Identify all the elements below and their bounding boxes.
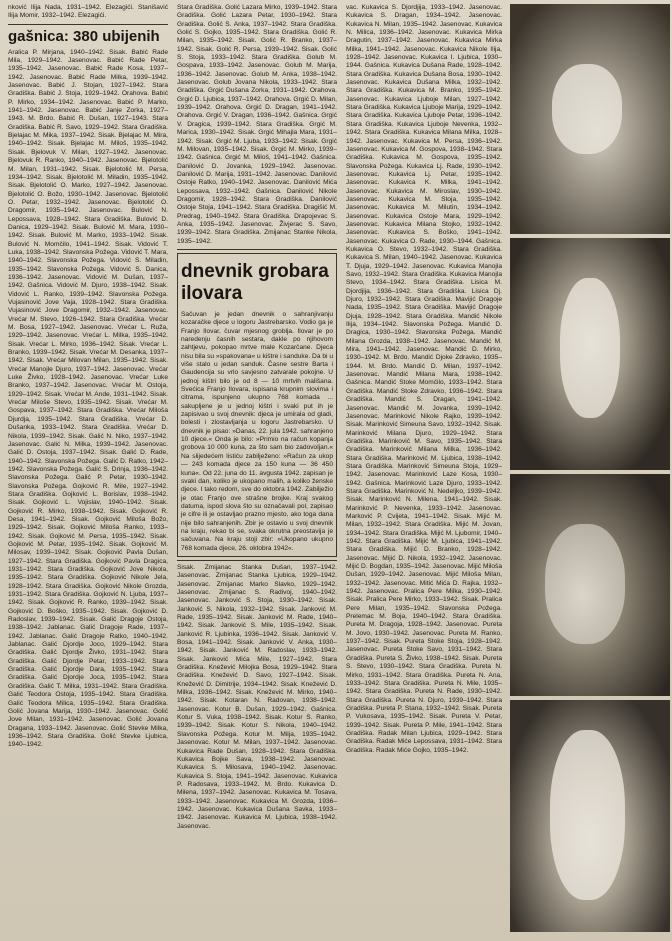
article-body: Sačuvan je jedan dnevnik o sahranjivanju kozaračke djece u logoru Jastrebarsko. Vodio ga je Franjo Ilovar, čuvar mjesnog groblja. Ilovar je po naredenju časnih sestara, dakle po njihovom zahtjevu, pokopao mrtve male Kozarčane. Djeca nisu bila su »spakovana« u kištre i sanduke. Da bi u više stalo u jedan sanduk. Časne sestre Barta i Gaudencija su vrlo savjesno zatvarale pokojne. U jednoj kištri bilo je od 8 — 10 mrtvih mališana. Svećica Franjo Ilovara, ispisana krupnim slovima i citrama, ispunjeno ukupno 768 komada ... sakupljene je u jednoj kištri i svaki put ih je zapisivao u svoj dnevnik: djeca je umirala od gladi, bolesti i zlostavljanja u logoru Jastrebarsko. U dnevnik je pisao: »Danas, 22. jula 1942. sahranjeno 10 djece.« Onda je bilo: »Primio na račun kopanja grobova 10 000 kuna, za što sam bio zadovoljan.« Na slijedećem listiću zabilježeno: »Račun za ukop — 243 komada djece za 150 kuna — 36 450 kuna«. Od 22. juna do 11. avgusta 1942. zapisan je svaki dan, koliko je ukopano malih, a koliko ženske djece. I tako redom, sve do oktobra 1942. Zabilježio je otac Franjo ove strašne brojke. Kraj svakog datuma, ispod slova što su označavali pol, zapisao je cifre ili je ostavljao prazno mjesto, ako toga dana nije bilo sahranjenih. Zbir je ostavio u svoj dnevnik na kraju, rekao bi se, svaka okrutna preostavija je sačuvana. Na kraju stoji zbir: »Ukopano ukupno 768 komada djece, 26. oktobra 1942«.: [181, 310, 333, 552]
photo-column: [510, 4, 670, 938]
column-3: [346, 4, 502, 938]
column-2-top-text: Stara Gradiška. Golić Lazara Mirko, 1939–1942. Stara Gradiška. Golić Lazara Petar, 1930–1942. Stara Gradiška. Golić S. Anka, 1937–1942. Stara Gradiška. Golić S. Gojko, 1935–1942. Stara Gradiška. Golić R. Milan, 1935–1942. Sisak. Golić R. Branko, 1937–1942. Sisak. Golić R. Persa, 1939–1942. Sisak. Golić S. Stoja, 1933–1942. Stara Gradiška. Golub M. Gospava, 1933–1942. Jasenovac. Golub M. Marija, 1936–1942. Jasenovac. Golub M. Anka, 1938–1942. Jasenovac. Golub Jovana Nikola, 1933–1942. Stara Gradiška. Grgić Dušana Zorka, 1931–1942. Orahova. Grgić D. Ljubica, 1937–1942. Orahova. Grgić D. Milan, 1939–1942. Orahova. Grgić D. Dragan, 1941–1942. Orahova. Grgić V. Dragan, 1936–1942. Gašnica. Grgić V. Dragica, 1939–1942. Stara Gradiška. Grgić M. Marica, 1930–1942. Sisak. Grgić Mihajla Mara, 1931–1942. Sisak. Grgić M. Ljuba, 1933–1942. Sisak. Grgić M. Milovan, 1935–1942. Sisak. Grgić M. Mirko, 1939–1942. Gašnica. Grgić M. Miloš, 1941–1942. Gašnica. Danilović D. Jovanka, 1929–1942. Jasenovac. Danilović D. Marija, 1931–1942. Jasenovac. Danilović Ostoje Ratko, 1940–1942. Jasenovac. Danilović Mića Lepossava, 1932–1942. Gašnica. Danilović Nikole Dragomir, 1928–1942. Stara Gradiška. Danilović Ostoje Stoja, 1941–1942. Stara Gradiška. Dragišić M. Predrag, 1940–1942. Stara Gradiška. Drapojevac S. Anka, 1935–1942. Jasenovac. Živjerac S. Savo, 1939–1942. Stara Gradiška. Zmijanac Stanke Nikola, 1935–1942.: [177, 4, 337, 245]
article-headline: dnevnik grobara ilovara: [181, 260, 329, 304]
section-headline: gašnica: 380 ubijenih: [8, 27, 160, 45]
divider: [177, 249, 337, 250]
column-2-bottom-list: Sisak. Zmijanac Stanka Dušan, 1937–1942. Jasenovac. Zmijanac Stanka Ljubica, 1929–1942. Jasenovac. Zmijanac Marko Slavko, 1929–1942. Jasenovac. Zmijanac S. Radivoj, 1940–1942. Jasenovac. Janković S. Stoja, 1930–1942. Sisak. Janković S. Nikola, 1932–1942. Sisak. Janković M. Rade, 1935–1942. Sisak. Janković M. Rade, 1940–1942. Sisak. Janković S. Mile, 1935–1942. Sisak. Janković R. Ljubinka, 1936–1942. Sisak. Janković V. Bosa, 1941–1942. Sisak. Janković V. Anka, 1930–1942. Sisak. Janković M. Radoslav, 1933–1942. Sisak. Janković Mića Mile, 1927–1942. Stara Gradiška. Knežević Milojka Bosa, 1929–1942. Stara Gradiška. Knežević D. Savo, 1927–1942. Sisak. Knežević D. Dimitrije, 1934–1942. Sisak. Knežević D. Milka, 1936–1942. Sisak. Knežević M. Mirko, 1940–1942. Sisak. Kotaran N. Radovan, 1938–1942. Jasenovac. Kotur B. Dušan, 1929–1942. Gašnica. Kotur S. Vuka, 1938–1942. Sisak. Kotur S. Ranko, 1939–1942. Sisak. Kotur S. Nikola, 1940–1942. Slavonska Požega. Kotur M. Milja, 1935–1942. Jasenovac. Kotur M. Milan, 1937–1942. Jasenovac. Kukavica Rade Dušan, 1928–1942. Stara Gradiška. Kukavica Bojke Sava, 1938–1942. Jasenovac. Kukavica S. Milosava, 1940–1942. Jasenovac. Kukavica S. Stoja, 1941–1942. Jasenovac. Kukavica P. Radosava, 1933–1942. M. Brdo. Kukavica D. Milena, 1937–1942. Jasenovac. Kukavica M. Tosava, 1933–1942. Jasenovac. Kukavica M. Grozda, 1936–1942. Jasenovac. Kukavica Dušana Savka, 1933–1942. Jasenovac. Kukavica M. Ljubica, 1938–1942. Jasenovac.: [177, 563, 337, 830]
column-2: [177, 4, 337, 938]
victims-list: Aralica P. Mirjana, 1940–1942. Sisak. Babić Rade Mila, 1929–1942. Jasenovac. Babić Rade Petar, 1935–1942. Jasenovac. Babić Rade Kosa, 1937–1942. Jasenovac. Babić Rade Milka, 1939–1942. Jasenovac. Babić J. Stojan, 1927–1942. Stara Gradiška. Babić J. Stoja, 1929–1942. Orahova. Babić P. Mirko, 1934–1942. Jasenovac. Babić P. Marko, 1941–1942. Jasenovac. Babić Janje Zorka, 1927–1943. M. Brdo. Babić R. Dušan, 1927–1943. Stara Gradiška. Babić R. Savo, 1929–1942. Stara Gradiška. Bjelajac M. Mika, 1937–1942. Sisak. Bjelajac M. Mira, 1940–1942. Sisak. Bjelajac M. Miloš, 1935–1942. Sisak. Bjelovuk V. Milan, 1927–1942. Jasenovac. Bjelovuk R. Ranko, 1940–1942. Jasenovac. Bjelotolić M. Milan, 1931–1942. Sisak. Bjelotolić M. Persa, 1934–1942. Sisak. Bjelotolić M. Miladin, 1935–1942. Sisak. Bjelotolić O. Marko, 1927–1942. Jasenovac. Bjelotolić O. Božo, 1930–1942. Jasenovac. Bjelotolić O. Petar, 1932–1942. Jasenovac. Bjelotolić O. Dragomir, 1935–1942. Jasenovac. Bulović N. Lepossava, 1928–1942. Stara Gradiška. Bulović D. Danica, 1929–1942. Sisak. Bulović M. Mara, 1930–1942. Sisak. Bulović M. Marko, 1933–1942. Sisak. Bulović N. Momčilo, 1941–1942. Sisak. Vidović T. Luka, 1938–1942. Slavonska Požega. Vidović T. Mara, 1940–1942. Slavonska Požega. Vidović S. Miladin, 1935–1942. Slavonska Požega. Vidović S. Danica, 1936–1942. Jasenovac. Vidović M. Dušan, 1937–1942. Gašnica. Vidović M. Djuro, 1938–1942. Sisak. Vidović L. Ranko, 1939–1942. Slavonska Požega. Vujasinović Jove Vaja, 1928–1942. Stara Gradiška. Vujasinović Jove Dragomir, 1932–1942. Jasenovac. Vrećar M. Stevo, 1926–1942. Stara Gradiška. Vrećar M. Bosa, 1927–1942. Jasenovac. Vrećar L. Ruža, 1929–1942. Jasenovac. Vrećar L. Milka, 1935–1942. Sisak. Vrećar L. Mirko, 1936–1942. Sisak. Vrećar L. Branko, 1939–1942. Sisak. Vrećar M. Desanka, 1937–1942. Sisak. Vrećar Milovan Milan, 1935–1942. Sisak. Vrećar Manojle Djuro, 1937–1942. Jasenovac. Vrećar Luke Živko, 1928–1942. Jasenovac. Vrećar Luke Branko, 1937–1942. Jasenovac. Vrećar M. Ostoja, 1929–1942. Sisak. Vrećar M. Ande, 1931–1942. Sisak. Vrećar Miloše Stevo, 1935–1942. Sisak. Vrećar M. Gospava, 1937–1942. Stara Gradiška. Vrećar Miloša Djurdja, 1935–1942. Stara Gradiška. Vrećar D. Dušanka, 1933–1942. Stara Gradiška. Vrećar D. Nikola, 1939–1942. Sisak. Galić N. Niko, 1937–1942. Jasenovac. Galić N. Milka, 1939–1942. Jasenovac. Galić D. Ostoja, 1937–1942. Sisak. Galić D. Rade, 1940–1942. Slavonska Požega. Galić D. Ratko, 1942–1942. Slavonska Požega. Galić S. Drinja, 1936–1942. Slavonska Požega. Galić P. Petar, 1930–1942. Slavonska Požega. Gojković R. Mile, 1927–1942. Stara Gradiška. Gojković L. Borislav, 1938–1942. Sisak. Gojković L. Vojislav, 1940–1942. Sisak. Gojković R. Mirko, 1938–1942. Sisak. Gojković R. Desa, 1941–1942. Sisak. Gojković Miloša Božo, 1929–1942. Sisak. Gojković Miloša Ranko, 1933–1942. Sisak. Gojković M. Persa, 1935–1942. Sisak. Gojković M. Petar, 1935–1942. Sisak. Gojković M. Milosav, 1939–1942. Sisak. Gojković Pavla Dušan, 1927–1942. Stara Gradiška. Gojković Pavla Dragica, 1931–1942. Stara Gradiška. Gojković Jove Nikola, 1935–1942. Stara Gradiška. Gojković Nikole Jela, 1928–1942. Stara Gradiška. Gojković Nikole Grozda, 1931–1942. Stara Gradiška. Gojković N. Ljuba, 1937–1942. Sisak. Gojković R. Ranko, 1939–1942. Sisak. Gojković D. Boško, 1935–1942. Sisak. Gojković D. Radoslav, 1939–1942. Sisak. Galić Dragoje Ostoja, 1938–1942. Jablanac. Galić Dragoje Rade, 1937–1942. Jablanac. Galić Dragoje Ratko, 1940–1942. Jablanac. Galić Djordje Joco, 1929–1942. Stara Gradiška. Galić Djordje Živko, 1931–1942. Stara Gradiška. Galić Djordje Petar, 1933–1942. Stara Gradiška. Galić Djordje Dara, 1935–1942. Stara Gradiška. Galić Djordje Joca, 1935–1942. Stara Gradiška. Galić T. Milka, 1931–1942. Stara Gradiška. Galić Teodora Ostoja, 1935–1942. Stara Gradiška. Galić Teodora Milica, 1935–1942. Stara Gradiška. Golić Jovana Marija, 1930–1942. Jasenovac. Golić Jove Milan, 1931–1942. Jasenovac. Golić Jovana Dragana, 1933–1942. Jasenovac. Golić Stevke Milka, 1936–1942. Stara Gradiška. Golić Stevke Ljubica, 1940–1942.: [8, 48, 168, 749]
column-1: [8, 4, 168, 938]
photo-child-3: [510, 474, 670, 696]
photo-child-1: [510, 4, 670, 234]
photo-child-2: [510, 238, 670, 470]
photo-child-4: [510, 700, 670, 932]
victims-list-continued: vac. Kukavica S. Djordjija, 1933–1942. Jasenovac. Kukavica S. Dragan, 1934–1942. Jasenovac. Kukavica N. Milan, 1935–1942. Jasenovac. Kukavica N. Milica, 1936–1942. Jasenovac. Kukavica Mirka Dragutin, 1937–1942. Jasenovac. Kukavica Mirka Milka, 1941–1942. Jasenovac. Kukavica Nikole Ilija, 1928–1942. Jasenovac. Kukavica I. Ljubica, 1930–1944. Gašnica. Kukavica Dušana Rade, 1928–1942. Stara Gradiška. Kukavica Dušana Bosa, 1930–1942. Jasenovac. Kukavica Dušana Milka, 1932–1942. Stara Gradiška. Kukavica M. Branko, 1935–1942. Jasenovac. Kukavica Ljuboje Milan, 1927–1942. Stara Gradiška. Kukavica Ljuboje Marija, 1929–1942. Stara Gradiška. Kukavica Ljuboje Petar, 1936–1942. Stara Gradiška. Kukavica Ljuboje Nevenka, 1932–1942. Stara Gradiška. Kukavica Milana Milka, 1928–1942. Jasenovac. Kukavica M. Persa, 1936–1942. Jasenovac. Kukavica M. Gospova, 1938–1942. Stara Gradiška. Kukavica M. Gospova, 1935–1942. Slavonska Požega. Kukavica Lj. Rade, 1930–1942. Jasenovac. Kukavica Lj. Petar, 1935–1942. Jasenovac. Kukavica K. Milka, 1941–1942. Jasenovac. Kukavica M. Miroslav, 1930–1942. Jasenovac. Kukavica M. Stoja, 1935–1942. Jasenovac. Kukavica M. Milutin, 1934–1942. Jasenovac. Kukavica Ostoje Mara, 1929–1942. Jasenovac. Kukavica Milana Stojko, 1932–1942. Jasenovac. Kukavica S. Boško, 1941–1942. Jasenovac. Kukavica O. Rade, 1930–1944. Gašnica. Kukavica O. Stevo, 1932–1942. Stara Gradiška. Kukavica S. Milan, 1940–1942. Jasenovac. Kukavica T. Djuja, 1929–1942. Jasenovac. Kukavica Manojla Savo, 1932–1942. Stara Gradiška. Kukavica Manojla Stevo, 1934–1942. Stara Gradiška. Lisica M. Djordjija, 1936–1942. Stara Gradiška. Lisica Dj. Djuro, 1932–1942. Stara Gradiška. Mavijić Dragoje Nada, 1935–1942. Stara Gradiška. Mavijić Dragoje Djuja, 1928–1942. Stara Gradiška. Mandić Nikole Ilija, 1934–1942. Slavonska Požega. Mandić D. Dragica, 1930–1942. Slavonska Požega. Mandić Milana Grozda, 1938–1942. Jasenovac. Mandić M. Mira, 1941–1942. Jasenovac. Mandić D. Mirko, 1930–1942. M. Brdo. Mandić Djoke Zdravko, 1935–1944. M. Brdo. Mandić D. Milan, 1937–1942. Jasenovac. Mandić Milana Mara, 1938–1942. Gašnica. Mandić Stoke Momčilo, 1933–1942. Stara Gradiška. Mandić Stoke Zdravko, 1936–1942. Stara Gradiška. Mandić S. Dragan, 1941–1942. Jasenovac. Mandić M. Jovanka, 1939–1942. Jasenovac. Marinković Nikole Rajko, 1939–1942. Sisak. Marinković Simeuna Savo, 1932–1942. Sisak. Marinković Milana Djuro, 1929–1942. Stara Gradiška. Marinković M. Savo, 1935–1942. Stara Gradiška. Marinković Milana Milka, 1936–1942. Stara Gradiška. Marinković M. Ljubica, 1938–1942. Stara Gradiška. Marinković Simeuna Stoja, 1929–1942. Jasenovac. Marinković Laze Kosa, 1930–1942. Gašnica. Marinković Laze Djuro, 1933–1942. Stara Gradiška. Marinković N. Nedeljko, 1939–1942. Sisak. Marinković N. Milena, 1941–1942. Sisak. Marinković P. Nevenka, 1933–1942. Jasenovac. Marković P. Cvijeta, 1941–1942. Sisak. Mijić M. Milan, 1932–1942. Stara Gradiška. Mijić M. Jovan, 1934–1942. Stara Gradiška. Mijić M. Ljubomir, 1940–1942. Stara Gradiška. Mijić M. Ljubica, 1941–1942. Stara Gradiška. Mijić D. Branko, 1928–1942. Jasenovac. Mijić D. Nikola, 1932–1942. Jasenovac. Mijić D. Bogdan, 1935–1942. Jasenovac. Mijić Miloša Dušan, 1929–1942. Jasenovac. Mijić Miloša Milan, 1932–1942. Jasenovac. Mitić Mića D. Rajka, 1932–1942. Jasenovac. Pralica Pere Milka, 1930–1942. Sisak. Pralica Pere Mirko, 1933–1942. Sisak. Pralica Pere Milan, 1935–1942. Slavonska Požega. Prelemac M. Boja, 1940–1942. Stara Gradiška. Pureta M. Dragoja, 1928–1942. Jasenovac. Pureta M. Jovo, 1930–1942. Jasenovac. Pureta M. Ranko, 1937–1942. Sisak. Pureta Stoke Stoja, 1928–1942. Jasenovac. Pureta Stoke Savo, 1931–1942. Stara Gradiška. Pureta S. Živko, 1938–1942. Sisak. Pureta S. Stevo, 1930–1942. Stara Gradiška. Pureta N. Mirko, 1931–1942. Stara Gradiška. Pureta N. Ana, 1933–1942. Stara Gradiška. Pureta N. Mile, 1935–1942. Stara Gradiška. Pureta N. Rade, 1930–1942. Stara Gradiška. Pureta N. Djuro, 1939–1942. Stara Gradiška. Pureta P. Stana, 1932–1942. Sisak. Pureta P. Vukosava, 1935–1942. Sisak. Pureta V. Petar, 1939–1942. Sisak. Pureta P. Mile, 1941–1942. Stara Gradiška. Radak Milan Ljubica, 1929–1942. Stara Gradiška. Radak Miće Lepossava, 1931–1942. Stara Gradiška. Radak Miće Gojko, 1935–1942.: [346, 4, 502, 754]
article-box: [177, 253, 337, 557]
column-1-top-text: nković Ilija Nada, 1931–1942. Elezagići. Stanišavić Ilija Momir, 1932–1942. Elezagići.: [8, 4, 168, 20]
divider: [8, 24, 168, 25]
divider: [177, 560, 337, 561]
